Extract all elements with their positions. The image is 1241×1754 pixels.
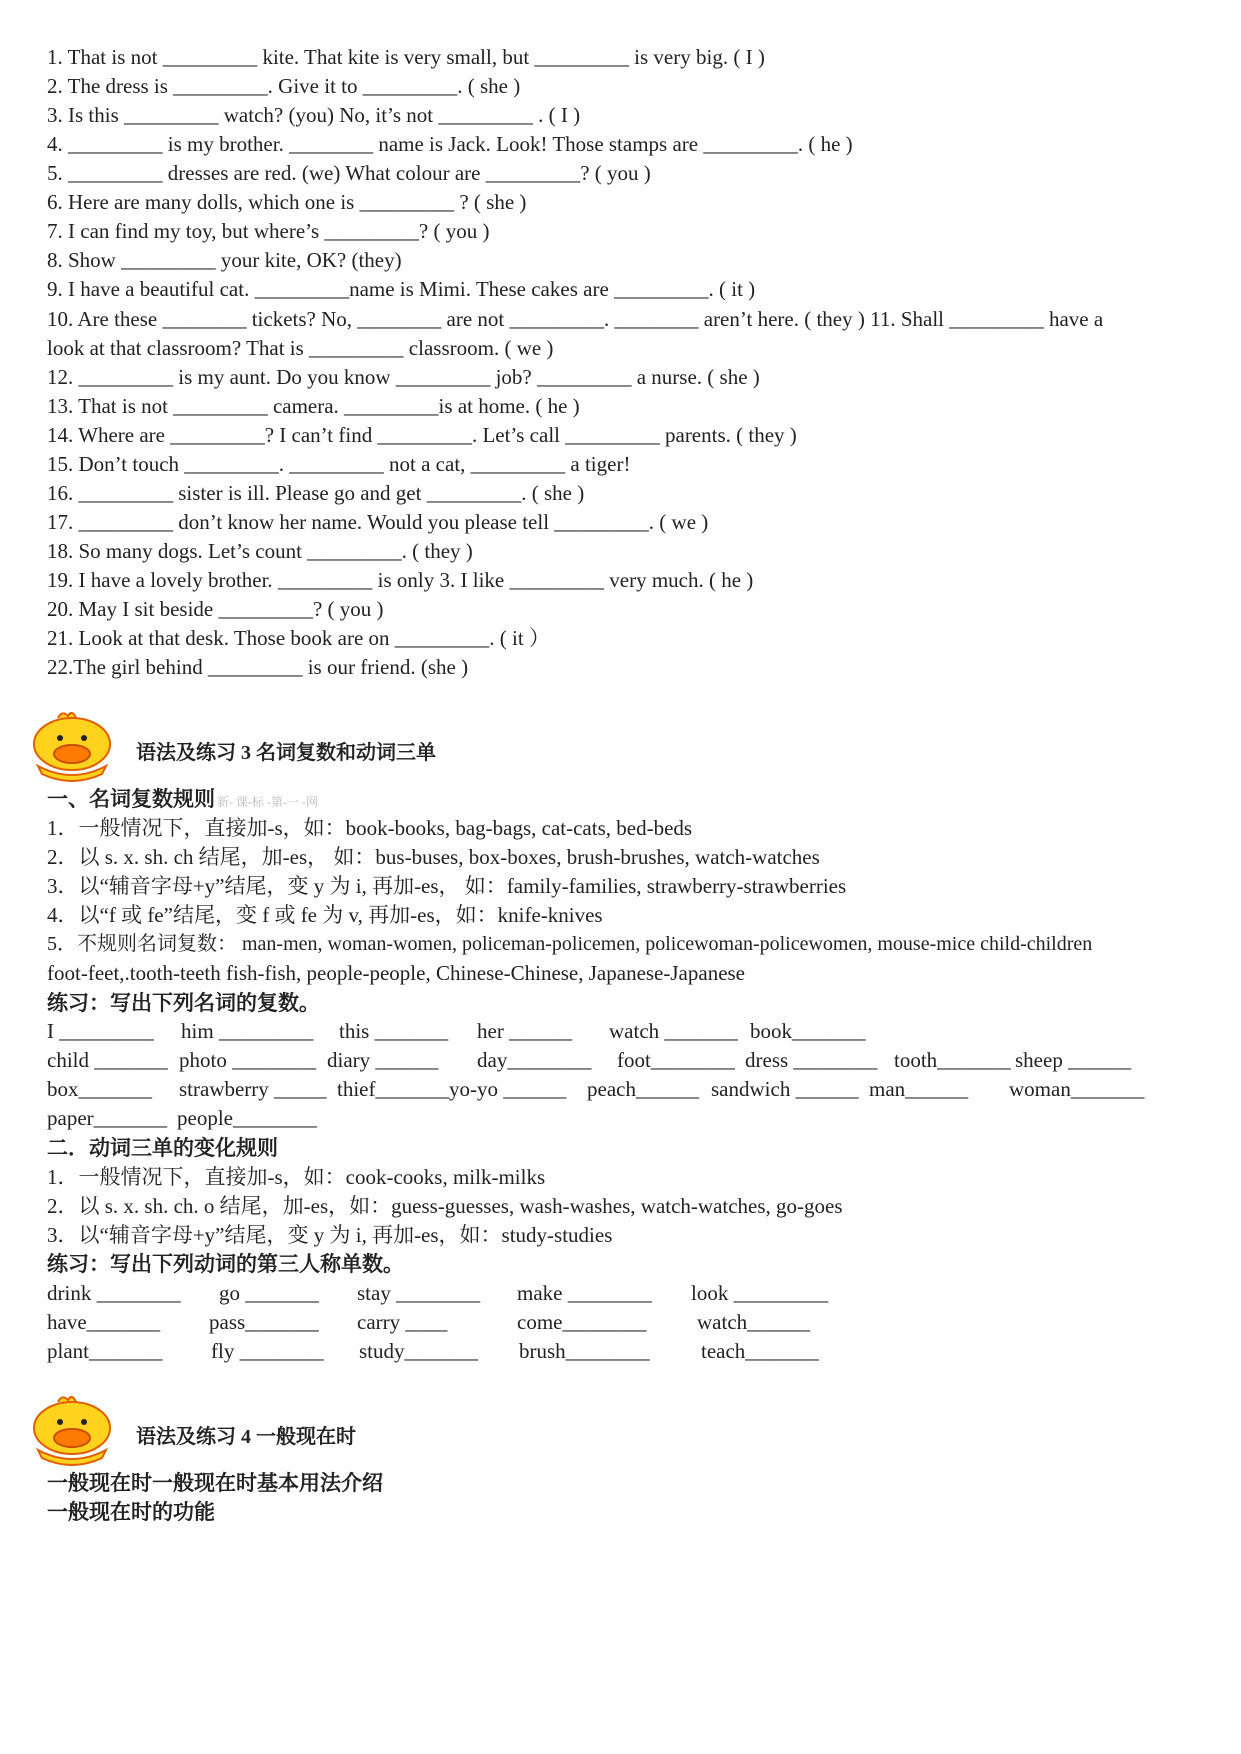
noun-item: tooth_______ xyxy=(894,1048,1011,1072)
noun-item: sheep ______ xyxy=(1015,1048,1132,1072)
rule-line: 2．以 s. x. sh. ch 结尾，加-es， 如：bus-buses, box-boxes, brush-brushes, watch-watches xyxy=(47,845,820,869)
verb-item: come________ xyxy=(517,1310,647,1334)
rule-line: 1．一般情况下，直接加-s，如：book-books, bag-bags, cat-cats, bed-beds xyxy=(47,816,693,840)
watermark: 新- 课-标 -第-一 -网 xyxy=(217,795,318,809)
exercise-line: 5. _________ dresses are red. (we) What colour are _________? ( you ) xyxy=(47,161,651,185)
exercise-line: 8. Show _________ your kite, OK? (they) xyxy=(47,248,402,272)
exercise-line: 13. That is not _________ camera. _________is at home. ( he ) xyxy=(47,394,580,418)
noun-item: her ______ xyxy=(477,1019,573,1043)
noun-item: thief_______yo-yo ______ xyxy=(337,1077,567,1101)
verb-item: watch______ xyxy=(697,1310,811,1334)
exercise-line: 6. Here are many dolls, which one is _________ ? ( she ) xyxy=(47,190,527,214)
exercise-line: 15. Don’t touch _________. _________ not a cat, _________ a tiger! xyxy=(47,452,631,476)
rule-line: foot-feet,.tooth-teeth fish-fish, people-people, Chinese-Chinese, Japanese-Japanese xyxy=(47,961,746,985)
exercise-line: 16. _________ sister is ill. Please go and get _________. ( she ) xyxy=(47,481,585,505)
exercise-line: 1. That is not _________ kite. That kite is very small, but _________ is very big. ( I ) xyxy=(47,45,765,69)
exercise-line: 17. _________ don’t know her name. Would you please tell _________. ( we ) xyxy=(47,510,709,534)
subheading: 一般现在时的功能 xyxy=(47,1500,215,1524)
exercise-line: 21. Look at that desk. Those book are on _________. ( it ） xyxy=(47,626,550,650)
rule-line: 1．一般情况下，直接加-s，如：cook-cooks, milk-milks xyxy=(47,1165,546,1189)
verb-item: teach_______ xyxy=(701,1339,819,1363)
rule-line: 3．以“辅音字母+y”结尾，变 y 为 i, 再加-es，如：study-studies xyxy=(47,1223,613,1247)
duck-icon xyxy=(28,1394,116,1466)
section-heading: 语法及练习 4 一般现在时 xyxy=(136,1426,356,1448)
verb-item: pass_______ xyxy=(209,1310,319,1334)
verb-item: carry ____ xyxy=(357,1310,448,1334)
exercise-line: 9. I have a beautiful cat. _________name is Mimi. These cakes are _________. ( it ) xyxy=(47,277,756,301)
noun-item: box_______ xyxy=(47,1077,152,1101)
exercise-line: 12. _________ is my aunt. Do you know _________ job? _________ a nurse. ( she ) xyxy=(47,365,760,389)
verb-item: stay ________ xyxy=(357,1281,481,1305)
rules-title: 一、名词复数规则 新- 课-标 -第-一 -网 xyxy=(47,787,318,811)
noun-item: peach______ xyxy=(587,1077,699,1101)
rule-line: 4．以“f 或 fe”结尾，变 f 或 fe 为 v, 再加-es，如：knife-knives xyxy=(47,903,603,927)
subheading: 一般现在时一般现在时基本用法介绍 xyxy=(47,1471,383,1495)
verb-item: drink ________ xyxy=(47,1281,181,1305)
verb-item: study_______ xyxy=(359,1339,479,1363)
noun-item: book_______ xyxy=(750,1019,866,1043)
noun-item: foot________ xyxy=(617,1048,735,1072)
exercise-line: 2. The dress is _________. Give it to _________. ( she ) xyxy=(47,74,521,98)
noun-item: man______ xyxy=(869,1077,969,1101)
rule-line: 2．以 s. x. sh. ch. o 结尾，加-es，如：guess-guesses, wash-washes, watch-watches, go-goes xyxy=(47,1194,843,1218)
exercise-line: 3. Is this _________ watch? (you) No, it’s not _________ . ( I ) xyxy=(47,103,581,127)
exercise-line: 14. Where are _________? I can’t find _________. Let’s call _________ parents. ( they ) xyxy=(47,423,797,447)
noun-item: photo ________ xyxy=(179,1048,317,1072)
exercise-line: 7. I can find my toy, but where’s _________? ( you ) xyxy=(47,219,490,243)
noun-item: watch _______ xyxy=(609,1019,738,1043)
noun-item: this _______ xyxy=(339,1019,449,1043)
exercise-line: 4. _________ is my brother. ________ name is Jack. Look! Those stamps are _________. ( he ) xyxy=(47,132,853,156)
exercise-line: look at that classroom? That is _________ classroom. ( we ) xyxy=(47,336,554,360)
noun-item: I _________ xyxy=(47,1019,154,1043)
noun-item: child _______ xyxy=(47,1048,168,1072)
section-heading: 语法及练习 3 名词复数和动词三单 xyxy=(136,742,436,764)
verb-item: look _________ xyxy=(691,1281,829,1305)
noun-item: strawberry _____ xyxy=(179,1077,327,1101)
noun-item: him _________ xyxy=(181,1019,314,1043)
noun-item: dress ________ xyxy=(745,1048,878,1072)
exercise-line: 22.The girl behind _________ is our friend. (she ) xyxy=(47,655,469,679)
verb-item: brush________ xyxy=(519,1339,650,1363)
noun-item: people________ xyxy=(177,1106,317,1130)
exercise-line: 20. May I sit beside _________? ( you ) xyxy=(47,597,384,621)
noun-item: sandwich ______ xyxy=(711,1077,859,1101)
rule-line: 3．以“辅音字母+y”结尾，变 y 为 i, 再加-es， 如：family-families, strawberry-strawberries xyxy=(47,874,847,898)
duck-icon xyxy=(28,710,116,782)
noun-item: day________ xyxy=(477,1048,592,1072)
verb-item: go _______ xyxy=(219,1281,319,1305)
exercise-line: 18. So many dogs. Let’s count _________. ( they ) xyxy=(47,539,473,563)
exercise-line: 19. I have a lovely brother. _________ is only 3. I like _________ very much. ( he ) xyxy=(47,568,754,592)
verb-item: have_______ xyxy=(47,1310,161,1334)
rules-title: 二．动词三单的变化规则 xyxy=(47,1136,278,1160)
verb-item: plant_______ xyxy=(47,1339,163,1363)
noun-item: diary ______ xyxy=(327,1048,439,1072)
verb-item: fly ________ xyxy=(211,1339,324,1363)
exercise-line: 10. Are these ________ tickets? No, ________ are not _________. ________ aren’t here. ( they ) 11. Shall _________ have a xyxy=(47,307,1104,331)
practice-title: 练习：写出下列名词的复数。 xyxy=(47,991,320,1015)
practice-title: 练习：写出下列动词的第三人称单数。 xyxy=(47,1252,404,1276)
rule-line: 5．不规则名词复数： man-men, woman-women, policeman-policemen, policewoman-policewomen, mouse-mice child-children xyxy=(47,933,1093,955)
noun-item: woman_______ xyxy=(1009,1077,1145,1101)
verb-item: make ________ xyxy=(517,1281,652,1305)
noun-item: paper_______ xyxy=(47,1106,168,1130)
